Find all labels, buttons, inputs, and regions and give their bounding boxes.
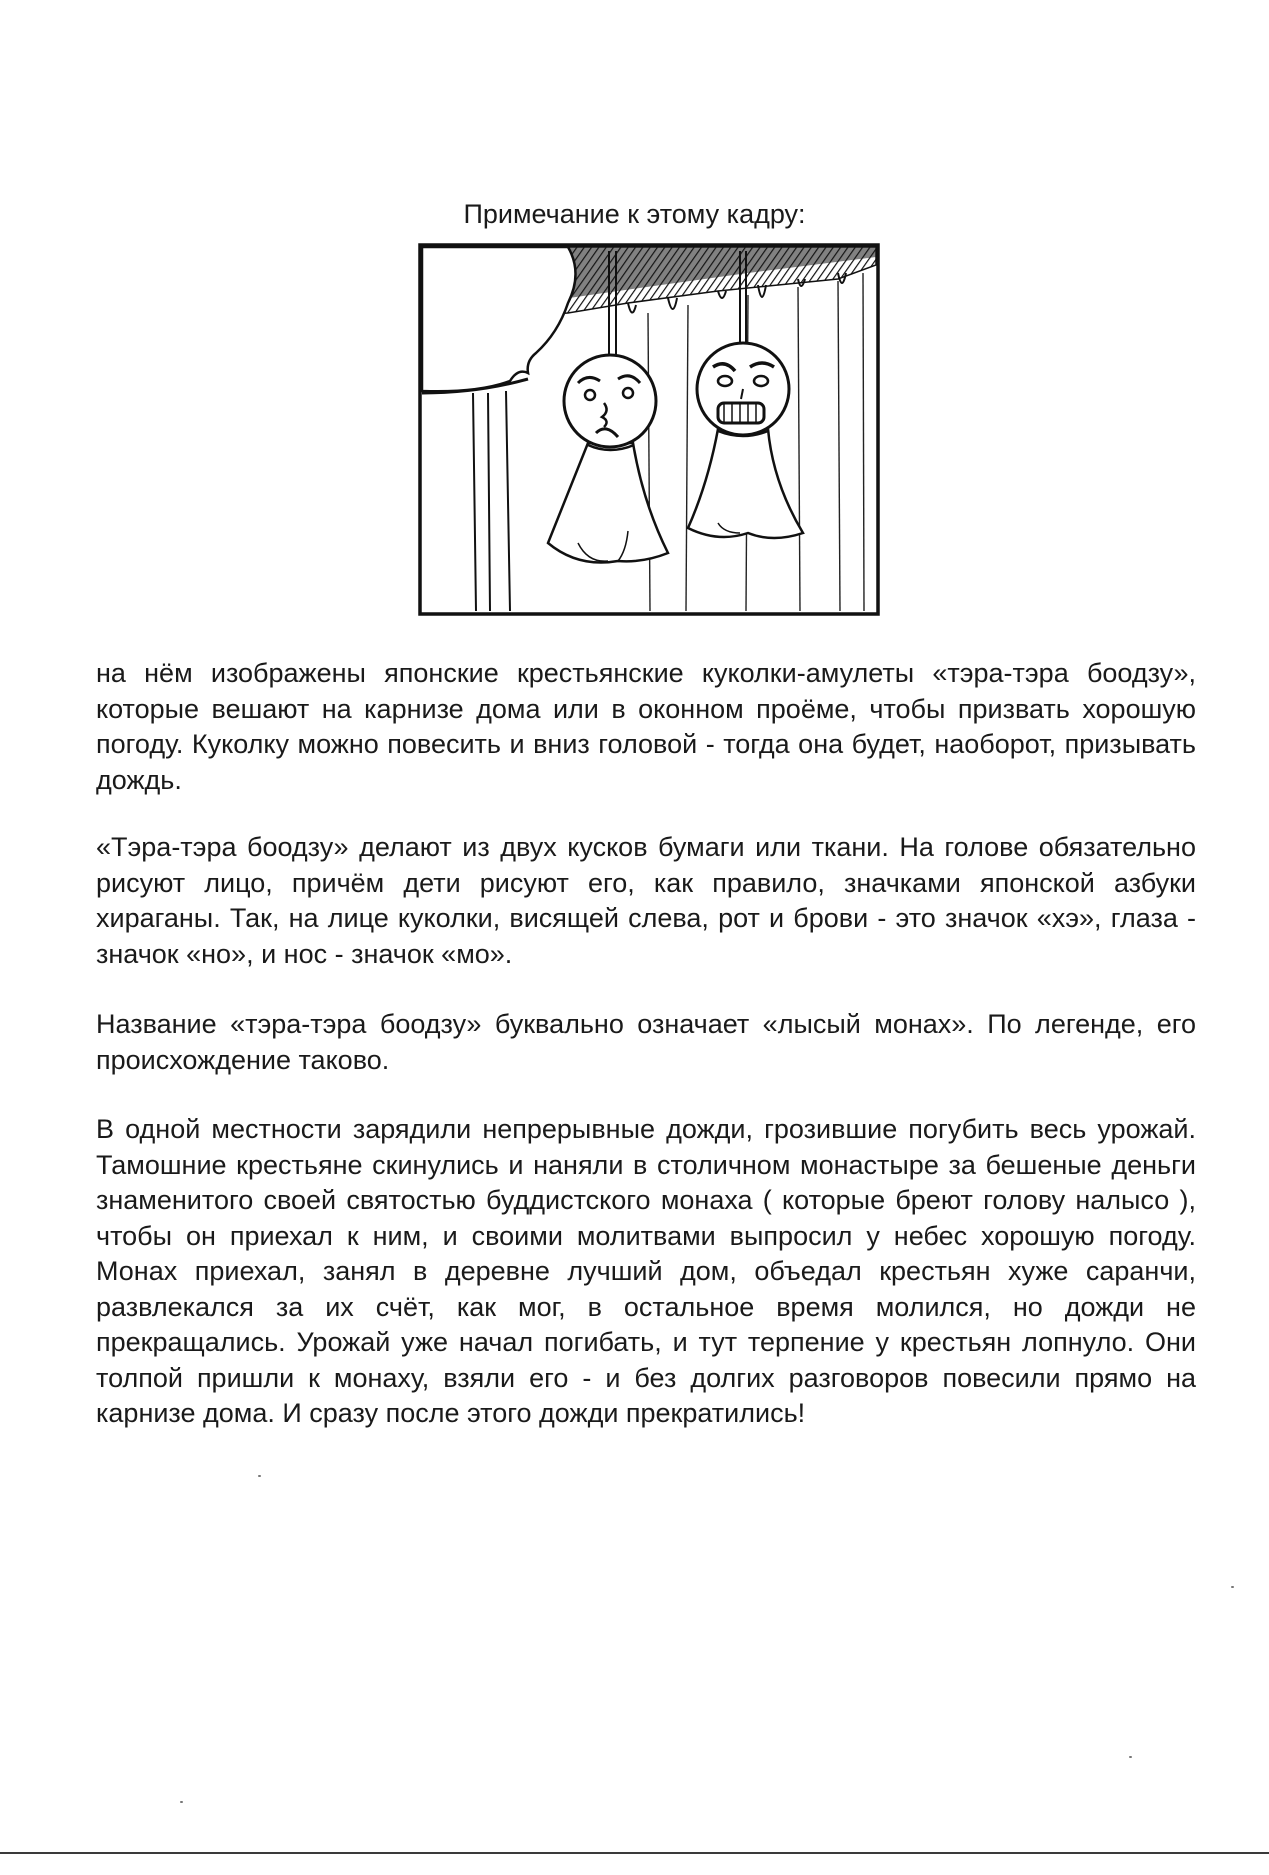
- paragraph-2: «Тэра-тэра боодзу» делают из двух кусков бумаги или ткани. На голове обязательно рисуют лицо, причём дети рисуют его, как правило, значками японской азбуки хираганы. Так, на лице куколки, висящей слева, рот и брови - это значок «хэ», глаза - значок «но», и нос - значок «мо».: [96, 832, 1196, 969]
- page-title: Примечание к этому кадру:: [463, 199, 806, 229]
- scan-speck: [1129, 1756, 1132, 1758]
- scan-speck: [1231, 1586, 1234, 1588]
- paragraph-3: Название «тэра-тэра боодзу» буквально означает «лысый монах». По легенде, его происхождение таково.: [96, 1009, 1196, 1075]
- teru-teru-bozu-dolls-image: [418, 243, 880, 616]
- scan-speck: [258, 1475, 261, 1477]
- paragraph-1: на нём изображены японские крестьянские куколки-амулеты «тэра-тэра боодзу», которые вешают на карнизе дома или в оконном проёме, чтобы призвать хорошую погоду. Куколку можно повесить и вниз головой - тогда она будет, наоборот, призывать дождь.: [96, 658, 1196, 795]
- paragraph-4: В одной местности зарядили непрерывные дожди, грозившие погубить весь урожай. Тамошние крестьяне скинулись и наняли в столичном монастыре за бешеные деньги знаменитого своей святостью буддистского монаха ( которые бреют голову налысо ), чтобы он приехал к ним, и своими молитвами выпросил у небес хорошую погоду. Монах приехал, занял в деревне лучший дом, объедал крестьян хуже саранчи, развлекался за их счёт, как мог, в остальное время молился, но дожди не прекращались. Урожай уже начал погибать, и тут терпение у крестьян лопнуло. Они толпой пришли к монаху, взяли его - и без долгих разговоров повесили прямо на карнизе дома. И сразу после этого дожди прекратились!: [96, 1114, 1196, 1428]
- manga-panel-image: [418, 243, 880, 616]
- scan-speck: [180, 1801, 183, 1803]
- bottom-rule: [0, 1852, 1269, 1854]
